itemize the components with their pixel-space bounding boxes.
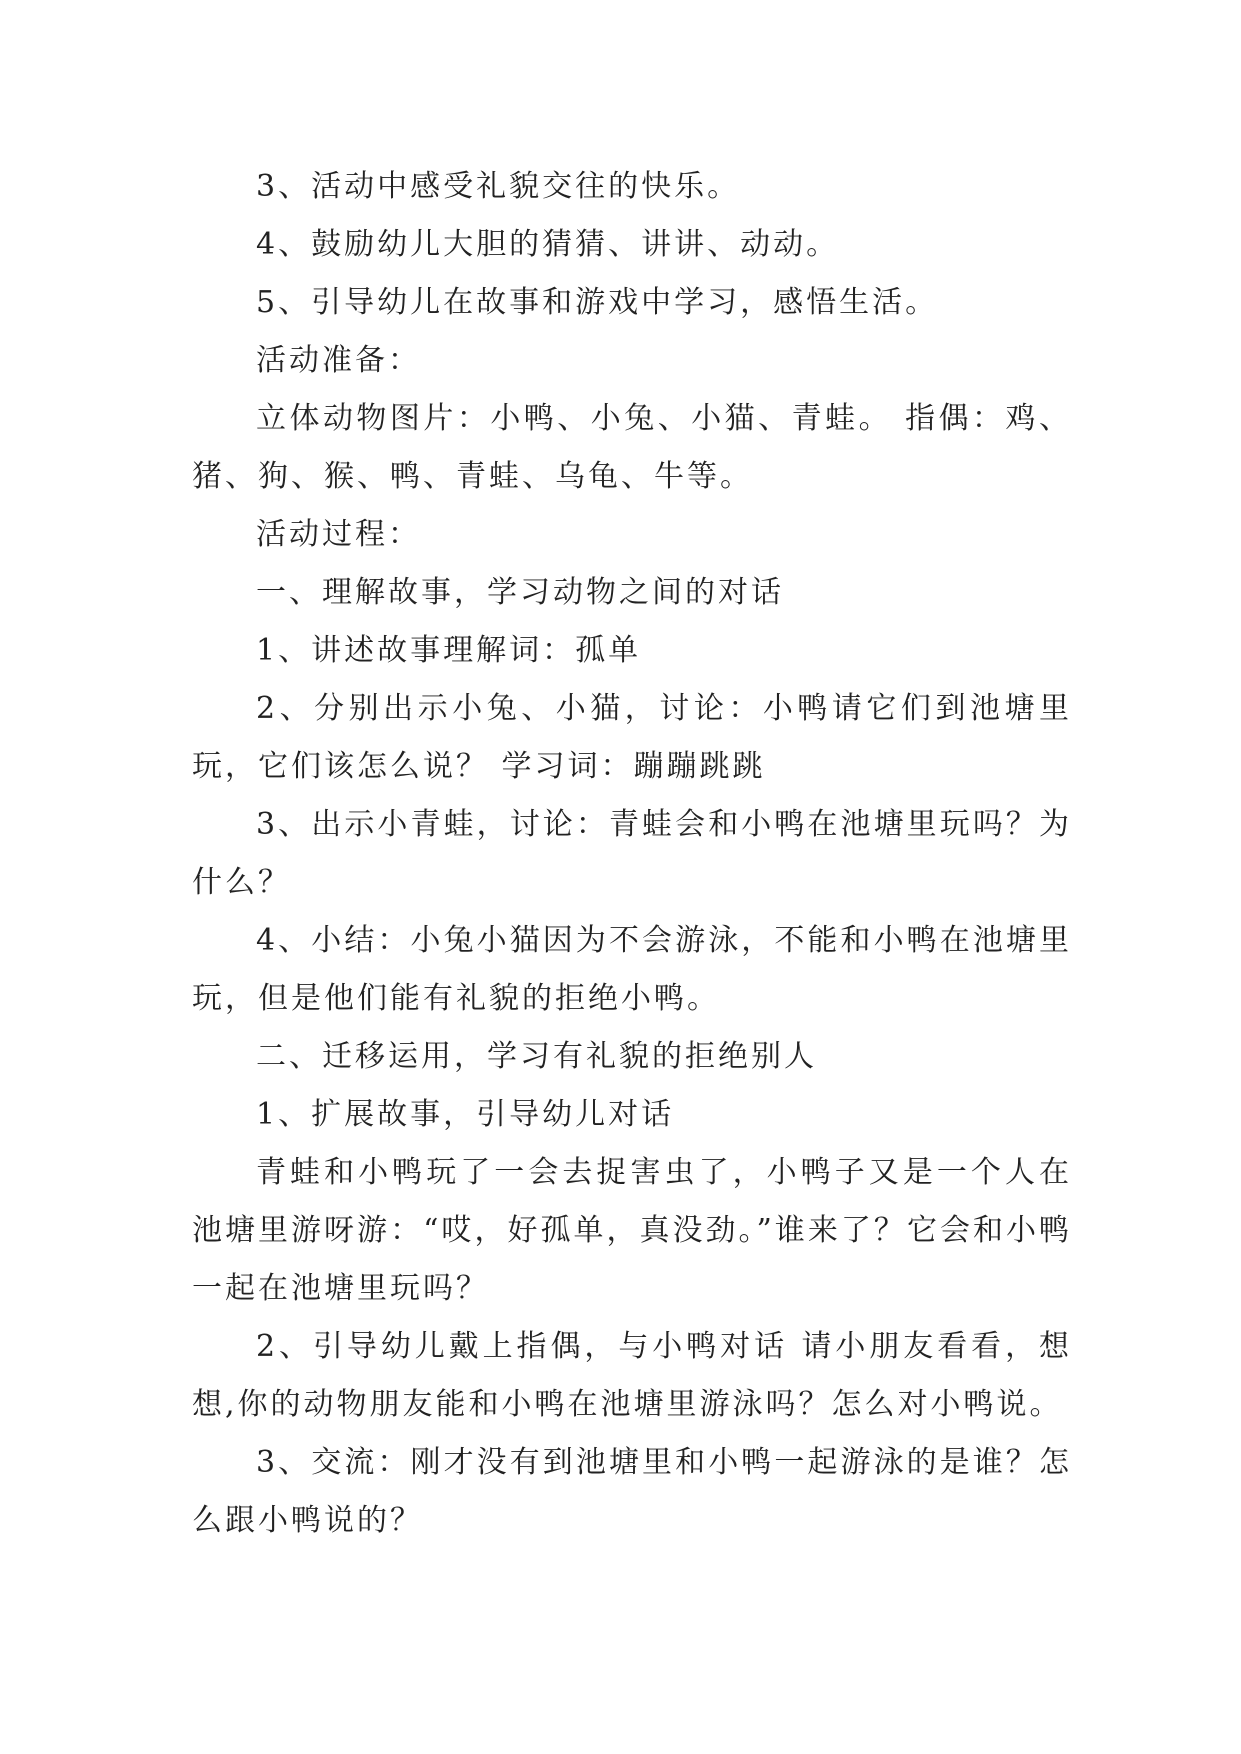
- paragraph-step-1-1: 1、讲述故事理解词：孤单: [256, 633, 642, 668]
- paragraph-materials: 立体动物图片：小鸭、小兔、小猫、青蛙。 指偶：鸡、猪、狗、猴、鸭、青蛙、乌龟、牛等。: [192, 401, 1072, 494]
- section-heading-1: 一、理解故事，学习动物之间的对话: [256, 575, 784, 610]
- section-heading-2: 二、迁移运用，学习有礼貌的拒绝别人: [256, 1039, 817, 1074]
- paragraph-step-2-2: 2、引导幼儿戴上指偶，与小鸭对话 请小朋友看看，想想,你的动物朋友能和小鸭在池塘里游泳吗？怎么对小鸭说。: [192, 1329, 1072, 1422]
- document-body: [192, 158, 1072, 1550]
- paragraph-story-extension: 青蛙和小鸭玩了一会去捉害虫了，小鸭子又是一个人在池塘里游呀游：“哎，好孤单，真没劲。”谁来了？它会和小鸭一起在池塘里玩吗？: [192, 1155, 1072, 1306]
- heading-activity-preparation: 活动准备：: [256, 343, 421, 378]
- paragraph-step-1-4: 4、小结：小兔小猫因为不会游泳，不能和小鸭在池塘里玩，但是他们能有礼貌的拒绝小鸭。: [192, 923, 1072, 1016]
- heading-activity-process: 活动过程：: [256, 517, 421, 552]
- paragraph-step-1-2: 2、分别出示小兔、小猫，讨论：小鸭请它们到池塘里玩，它们该怎么说？ 学习词：蹦蹦跳跳: [192, 691, 1072, 784]
- paragraph-step-2-1: 1、扩展故事，引导幼儿对话: [256, 1097, 675, 1132]
- paragraph-step-2-3: 3、交流：刚才没有到池塘里和小鸭一起游泳的是谁？怎么跟小鸭说的？: [192, 1445, 1072, 1538]
- paragraph-step-1-3: 3、出示小青蛙，讨论：青蛙会和小鸭在池塘里玩吗？为什么？: [192, 807, 1072, 900]
- paragraph-objective-5: 5、引导幼儿在故事和游戏中学习，感悟生活。: [256, 285, 939, 320]
- paragraph-objective-3: 3、活动中感受礼貌交往的快乐。: [256, 169, 741, 204]
- paragraph-objective-4: 4、鼓励幼儿大胆的猜猜、讲讲、动动。: [256, 227, 840, 262]
